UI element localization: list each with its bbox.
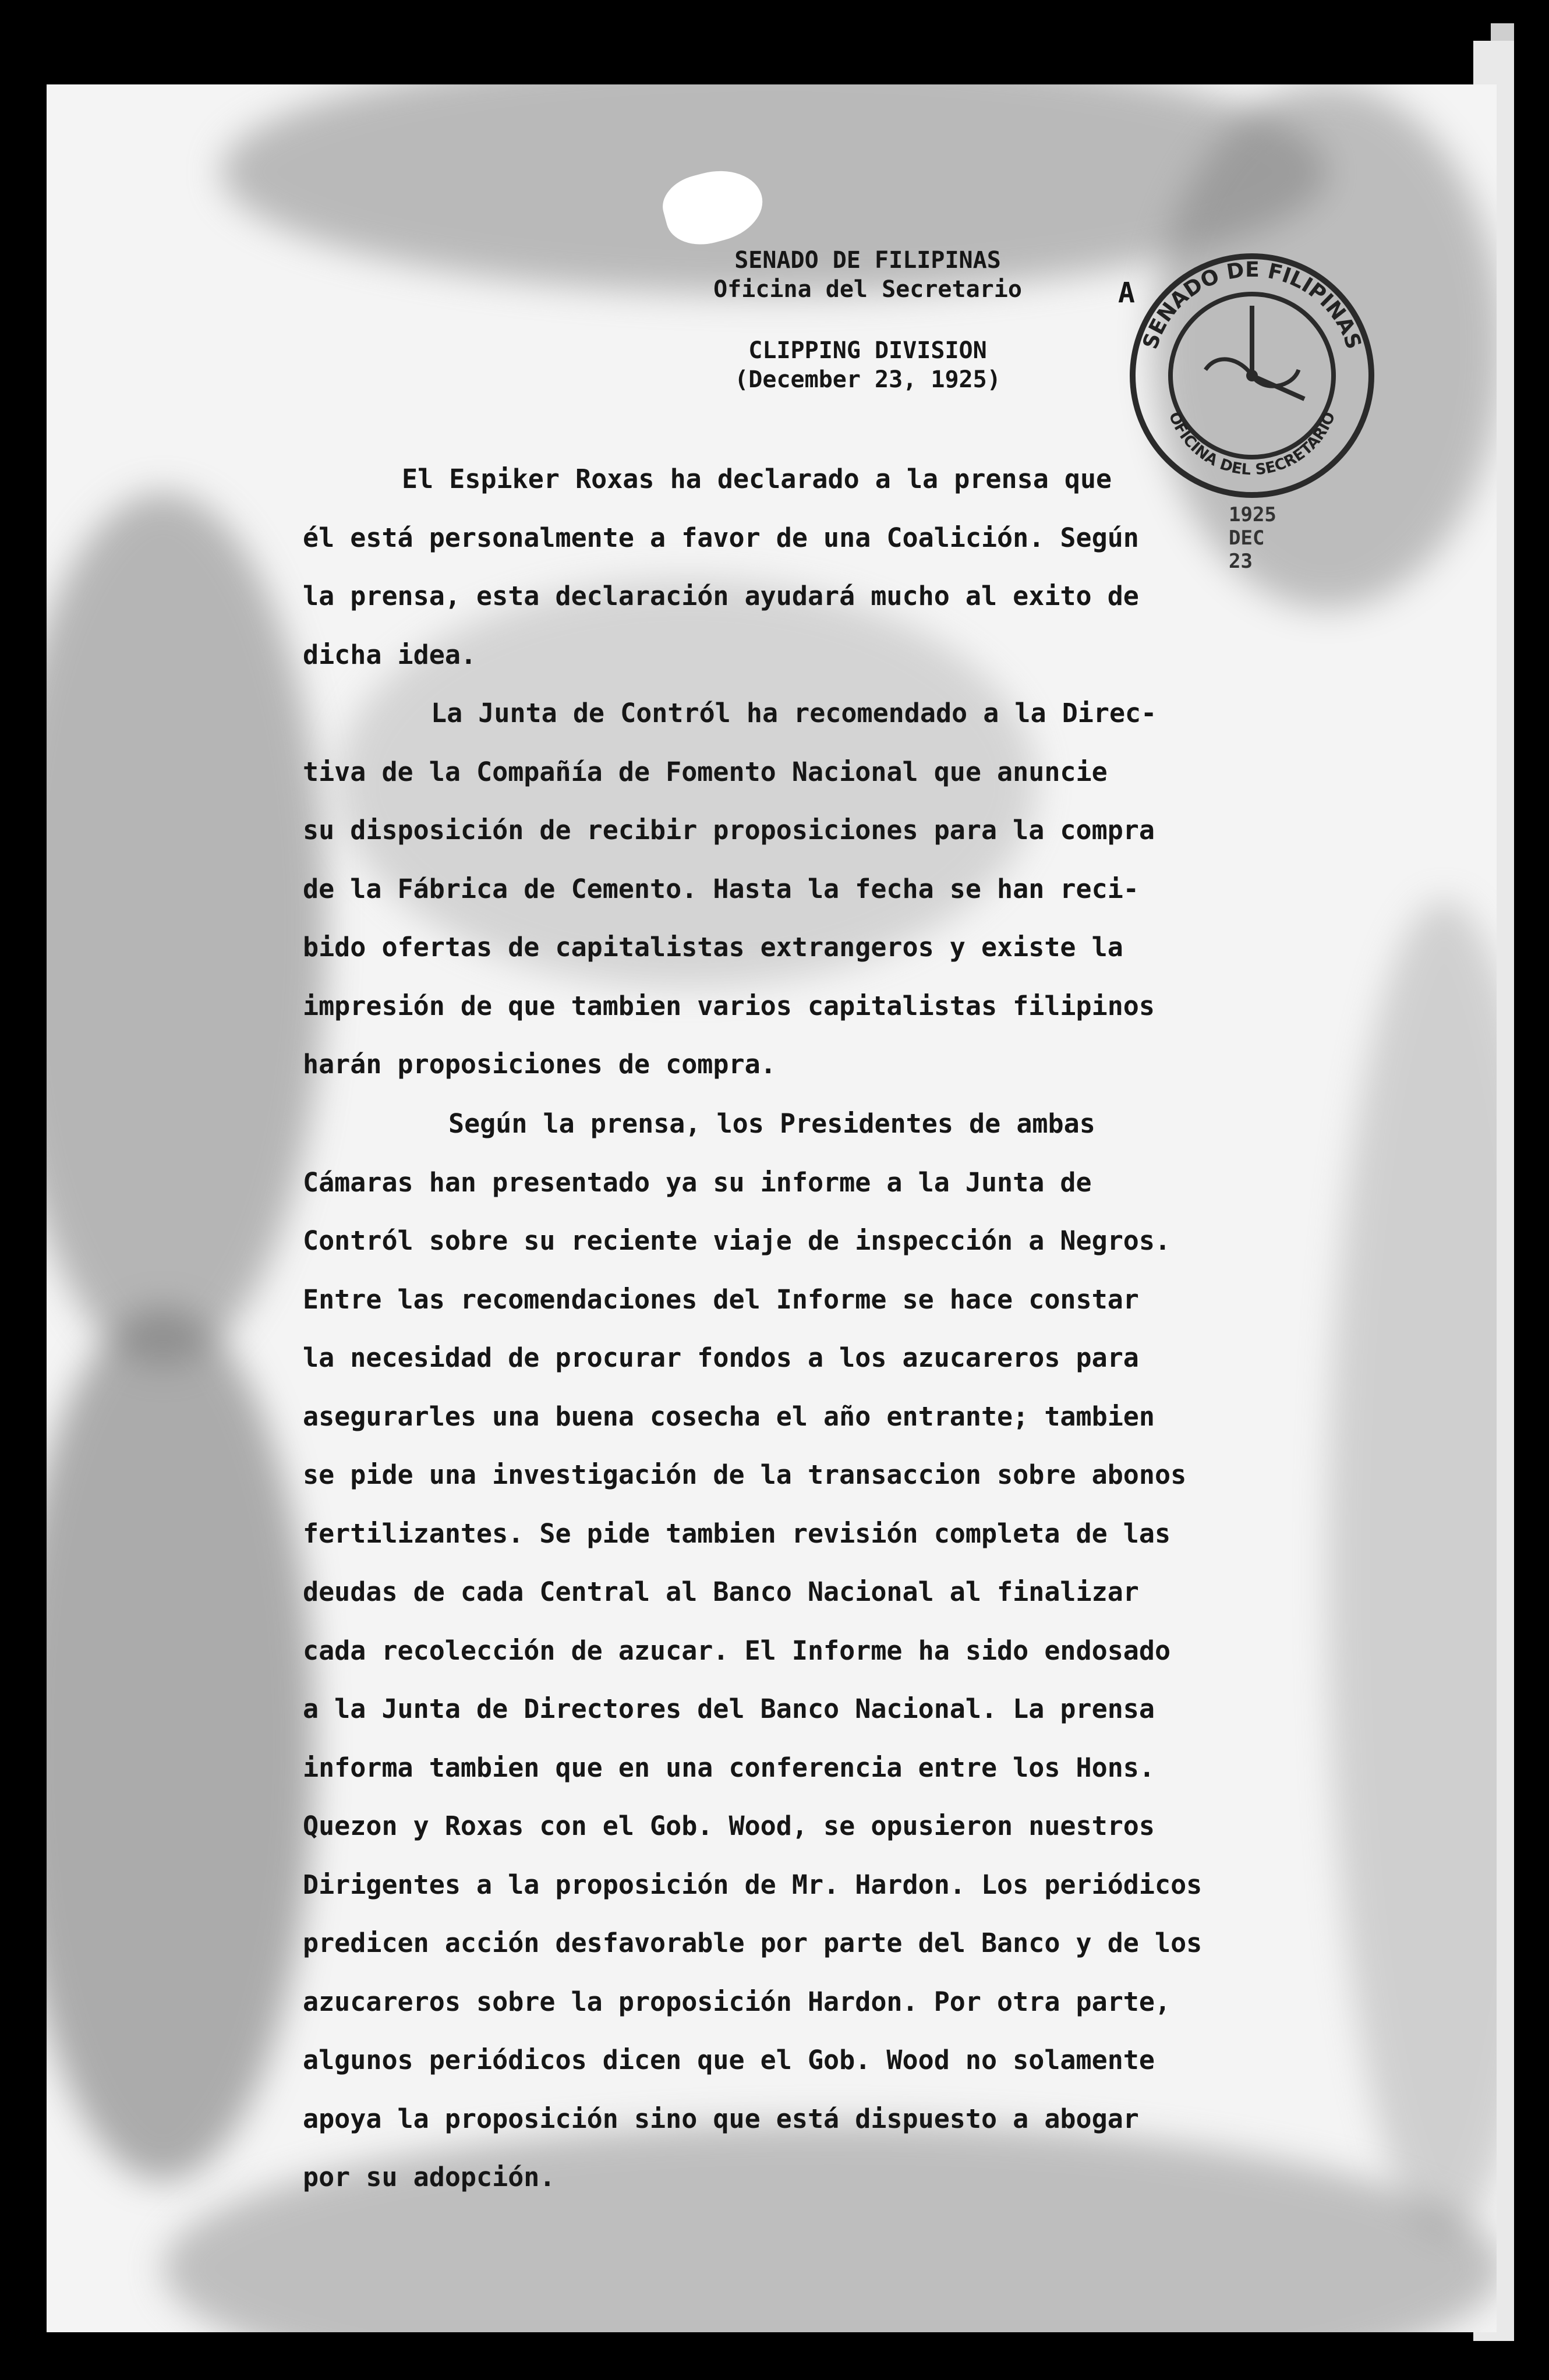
document-page [47,84,1497,2332]
seal-inner-text: OFICINA DEL SECRETARIO [1165,409,1339,479]
paragraph-2: La Junta de Contról ha recomendado a la Direc- tiva de la Compañía de Fomento Nacional que anuncie su disposición de recibir proposiciones para la compra de la Fábrica de Cemento. Hasta la fecha se han reci- bido ofertas de capitalistas extrangeros y existe la impresión de que tambien varios capitalistas filipinos harán proposiciones de compra. [303,698,1157,1080]
header-senate: SENADO DE FILIPINAS [734,247,1001,274]
header-date: (December 23, 1925) [734,366,1001,393]
header-office: Oficina del Secretario [713,276,1022,303]
paragraph-1: El Espiker Roxas ha declarado a la prensa que él está personalmente a favor de una Coalición. Según la prensa, esta declaración ayudará mucho al exito de dicha idea. [303,464,1139,670]
date-stamp-month: DEC [1229,526,1265,550]
header-division: CLIPPING DIVISION [748,337,987,364]
date-stamp-day: 23 [1229,550,1253,573]
seal-outer-text: SENADO DE FILIPINAS [1138,257,1366,352]
document-content [47,84,1497,2332]
date-stamp-year: 1925 [1229,503,1276,526]
page-mark: A [1118,277,1135,309]
paragraph-3: Según la prensa, los Presidentes de ambas Cámaras han presentado ya su informe a la Junta de Contról sobre su reciente viaje de inspección a Negros. Entre las recomendaciones del Informe se hace constar la necesidad de procurar fondos a los azucareros para asegurarles una buena cosecha el año entrante; tambien se pide una investigación de la transaccion sobre abonos fertilizantes. Se pide tambien revisión completa de las deudas de cada Central al Banco Nacional al finalizar cada recolección de azucar. El Informe ha sido endosado a la Junta de Directores del Banco Nacional. La prensa informa tambien que en una conferencia entre los Hons. Quezon y Roxas con el Gob. Wood, se opusieron nuestros Dirigentes a la proposición de Mr. Hardon. Los periódicos predicen acción desfavorable por parte del Banco y de los azucareros sobre la proposición Hardon. Por otra parte, algunos periódicos dicen que el Gob. Wood no solamente apoya la proposición sino que está dispuesto a abogar por su adopción. [303,1108,1203,2192]
